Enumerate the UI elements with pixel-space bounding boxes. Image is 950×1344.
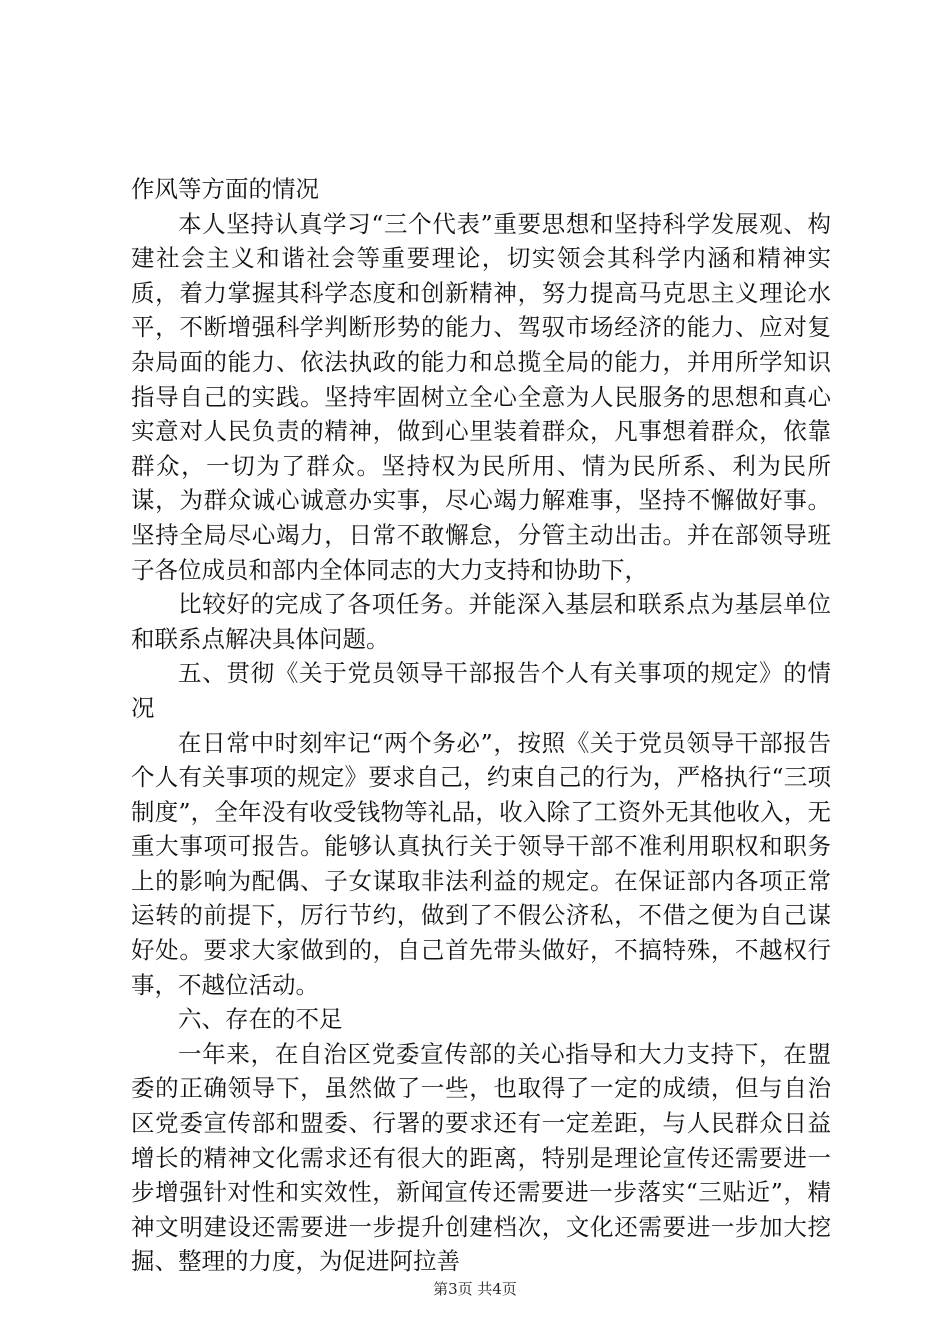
page-footer: 第3页 共4页 (433, 1280, 517, 1298)
paragraph-study-theory: 本人坚持认真学习“三个代表”重要思想和坚持科学发展观、构建社会主义和谐社会等重要理论，切实领会其科学内涵和精神实质，着力掌握其科学态度和创新精神，努力提高马克思主义理论水平，不断增强科学判断形势的能力、驾驭市场经济的能力、应对复杂局面的能力、依法执政的能力和总揽全局的能力，并用所学知识指导自己的实践。坚持牢固树立全心全意为人民服务的思想和真心实意对人民负责的精神，做到心里装着群众，凡事想着群众，依靠群众，一切为了群众。坚持权为民所用、情为民所系、利为民所谋，为群众诚心诚意办实事，尽心竭力解难事，坚持不懈做好事。坚持全局尽心竭力，日常不敢懈怠，分管主动出击。并在部领导班子各位成员和部内全体同志的大力支持和协助下， (131, 209, 831, 584)
section-heading-five: 五、贯彻《关于党员领导干部报告个人有关事项的规定》的情况 (131, 659, 831, 722)
paragraph-regulations: 在日常中时刻牢记“两个务必”，按照《关于党员领导干部报告个人有关事项的规定》要求自己，约束自己的行为，严格执行“三项制度”，全年没有收受钱物等礼品，收入除了工资外无其他收入，无重大事项可报告。能够认真执行关于领导干部不准利用职权和职务上的影响为配偶、子女谋取非法利益的规定。在保证部内各项正常运转的前提下，厉行节约，做到了不假公济私，不借之便为自己谋好处。要求大家做到的，自己首先带头做好，不搞特殊，不越权行事，不越位活动。 (131, 728, 831, 999)
section-heading-six: 六、存在的不足 (178, 1005, 343, 1034)
document-body (131, 172, 831, 1279)
paragraph-heading-continuation: 作风等方面的情况 (131, 175, 319, 203)
paragraph-tasks-completed: 比较好的完成了各项任务。并能深入基层和联系点为基层单位和联系点解决具体问题。 (131, 590, 831, 653)
paragraph-shortcomings: 一年来，在自治区党委宣传部的关心指导和大力支持下，在盟委的正确领导下，虽然做了一些，也取得了一定的成绩，但与自治区党委宣传部和盟委、行署的要求还有一定差距，与人民群众日益增长的精神文化需求还有很大的距离，特别是理论宣传还需要进一步增强针对性和实效性，新闻宣传还需要进一步落实“三贴近”，精神文明建设还需要进一步提升创建档次，文化还需要进一步加大挖掘、整理的力度，为促进阿拉善 (131, 1039, 831, 1276)
